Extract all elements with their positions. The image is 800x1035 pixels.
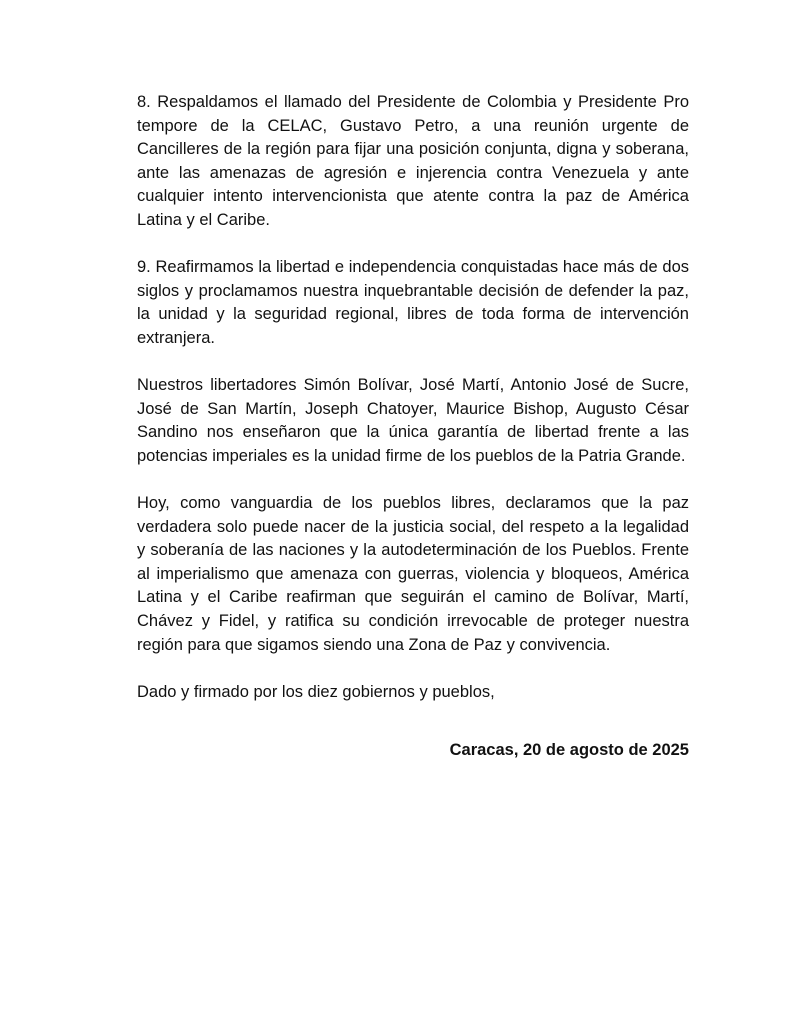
closing-line: Dado y firmado por los diez gobiernos y pueblos, [137, 682, 495, 701]
paragraph-declaration: Hoy, como vanguardia de los pueblos libres, declaramos que la paz verdadera solo puede nacer de la justicia social, del respeto a la legalidad y soberanía de las naciones y la autodeterminación de los Pueblos. Frente al imperialismo que amenaza con guerras, violencia y bloqueos, América Latina y el Caribe reafirman que seguirán el camino de Bolívar, Martí, Chávez y Fidel, y ratifica su condición irrevocable de proteger nuestra región para que sigamos siendo una Zona de Paz y convivencia. [137, 494, 689, 654]
paragraph-libertadores: Nuestros libertadores Simón Bolívar, José Martí, Antonio José de Sucre, José de San Martín, Joseph Chatoyer, Maurice Bishop, Augusto César Sandino nos enseñaron que la única garantía de libertad frente a las potencias imperiales es la unidad firme de los pueblos de la Patria Grande. [137, 376, 689, 465]
place-and-date: Caracas, 20 de agosto de 2025 [449, 741, 689, 760]
document-page [137, 91, 689, 763]
paragraph-9: 9. Reafirmamos la libertad e independencia conquistadas hace más de dos siglos y proclamamos nuestra inquebrantable decisión de defender la paz, la unidad y la seguridad regional, libres de toda forma de intervención extranjera. [137, 258, 689, 347]
paragraph-8: 8. Respaldamos el llamado del Presidente de Colombia y Presidente Pro tempore de la CELAC, Gustavo Petro, a una reunión urgente de Cancilleres de la región para fijar una posición conjunta, digna y soberana, ante las amenazas de agresión e injerencia contra Venezuela y ante cualquier intento intervencionista que atente contra la paz de América Latina y el Caribe. [137, 93, 689, 229]
